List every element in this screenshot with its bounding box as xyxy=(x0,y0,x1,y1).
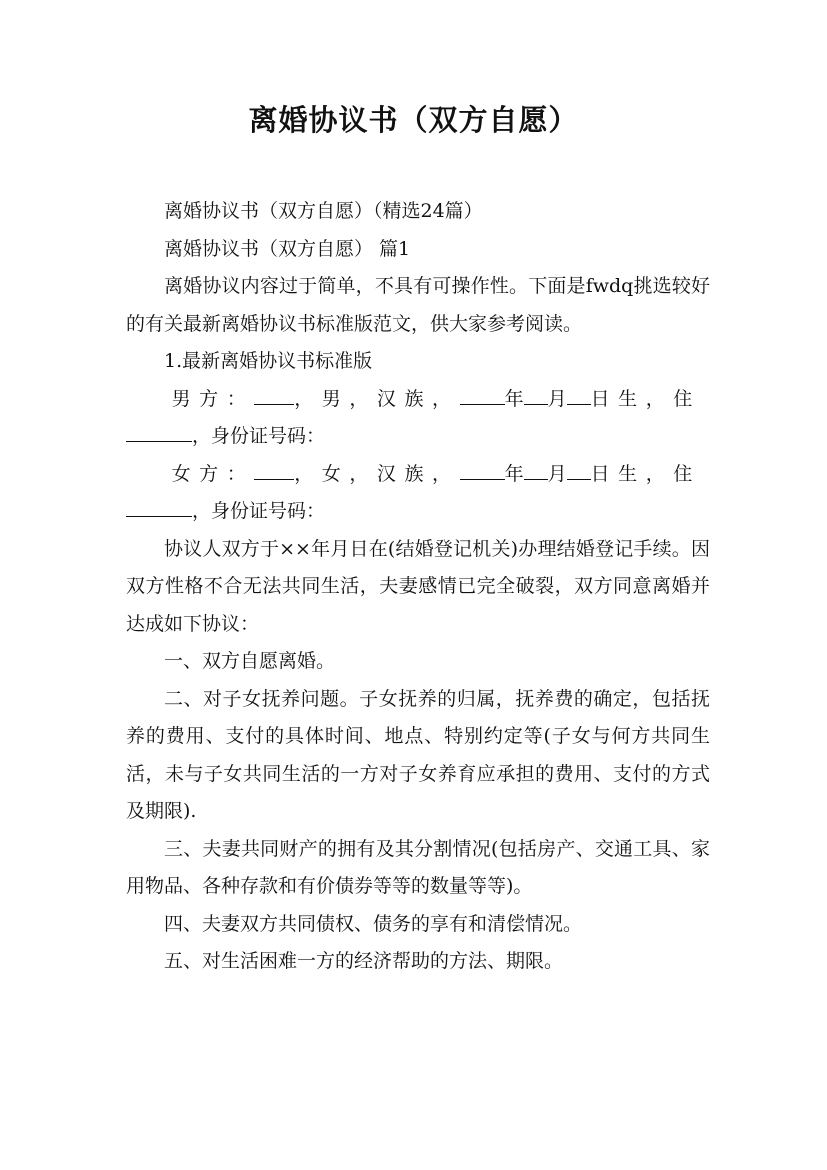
male-party-line xyxy=(126,381,710,456)
section-heading: 1.最新离婚协议书标准版 xyxy=(164,350,373,372)
male-sex-text: ，男，汉族， xyxy=(294,387,460,410)
female-id-text: ，身份证号码： xyxy=(192,500,326,522)
male-day-blank xyxy=(567,386,591,404)
clause-2: 二、对子女抚养问题。子女抚养的归属，抚养费的确定，包括抚养的费用、支付的具体时间、地点、特别约定等(子女与何方共同生活，未与子女共同生活的一方对子女养育应承担的费用、支付的方式及期限). xyxy=(126,687,710,822)
male-day-text: 日生，住 xyxy=(590,387,701,410)
male-label: 男方： xyxy=(171,387,255,410)
female-year-blank xyxy=(460,461,505,479)
document-title: 离婚协议书（双方自愿） xyxy=(248,103,579,137)
agreement-intro: 协议人双方于××年月日在(结婚登记机关)办理结婚登记手续。因双方性格不合无法共同生活，夫妻感情已完全破裂，双方同意离婚并达成如下协议： xyxy=(126,537,710,635)
male-name-blank xyxy=(254,386,294,404)
male-month-blank xyxy=(524,386,548,404)
clause-1: 一、双方自愿离婚。 xyxy=(164,650,336,672)
clause-4: 四、夫妻双方共同债权、债务的享有和清偿情况。 xyxy=(164,912,583,935)
female-label: 女方： xyxy=(171,462,255,485)
clause-3: 三、夫妻共同财产的拥有及其分割情况(包括房产、交通工具、家用物品、各种存款和有价债券等等的数量等等)。 xyxy=(126,837,710,897)
article-heading: 离婚协议书（双方自愿） 篇1 xyxy=(164,237,411,260)
female-month-blank xyxy=(524,461,548,479)
female-year-text: 年 xyxy=(504,462,524,485)
female-day-text: 日生，住 xyxy=(590,462,701,485)
female-month-text: 月 xyxy=(547,462,567,485)
document-body xyxy=(126,193,710,981)
male-year-blank xyxy=(460,386,505,404)
male-id-text: ，身份证号码： xyxy=(192,425,326,447)
female-day-blank xyxy=(567,461,591,479)
female-party-line xyxy=(126,456,710,531)
clause-5: 五、对生活困难一方的经济帮助的方法、期限。 xyxy=(164,950,564,972)
intro-paragraph: 离婚协议内容过于简单，不具有可操作性。下面是fwdq挑选较好的有关最新离婚协议书标准版范文，供大家参考阅读。 xyxy=(126,275,710,335)
male-month-text: 月 xyxy=(547,387,567,410)
male-address-blank xyxy=(126,424,192,442)
female-sex-text: ，女，汉族， xyxy=(294,462,460,485)
subtitle-line: 离婚协议书（双方自愿）（精选24篇） xyxy=(164,200,483,222)
male-year-text: 年 xyxy=(504,387,524,410)
female-name-blank xyxy=(254,461,294,479)
female-address-blank xyxy=(126,499,192,517)
